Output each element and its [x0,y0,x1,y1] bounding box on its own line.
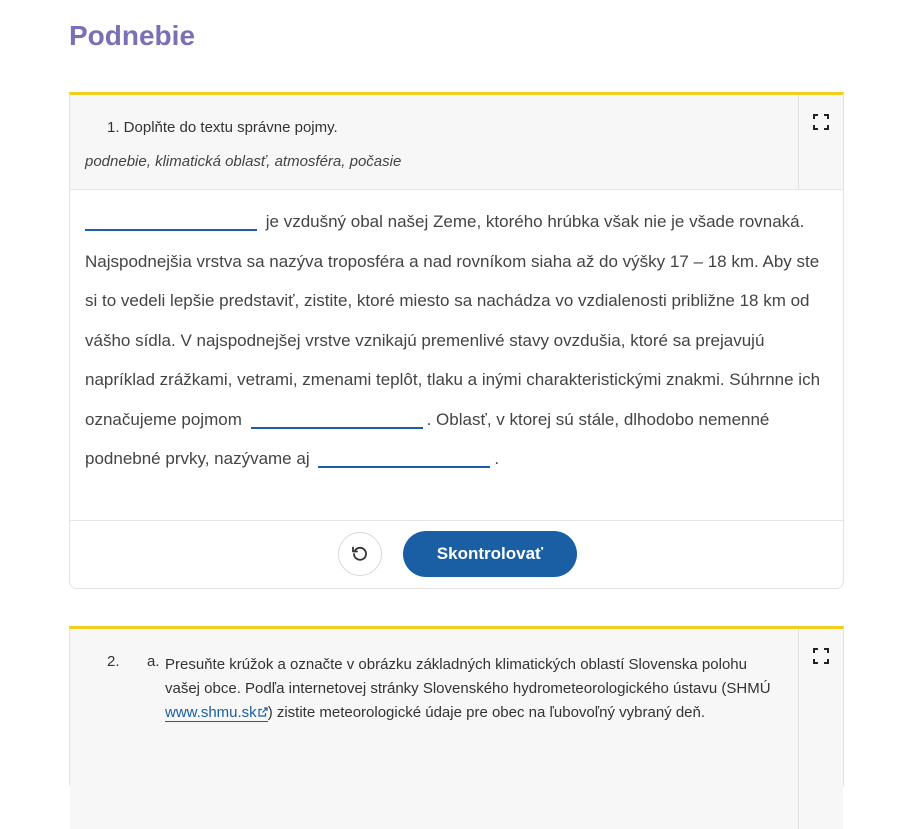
blank-input-2[interactable] [251,405,423,429]
text-segment-1: je vzdušný obal našej Zeme, ktorého hrúbka však nie je všade rovnaká. Najspodnejšia vrstva sa nazýva troposféra a nad rovníkom siaha až do výšky 17 – 18 km. Aby ste si to vedeli lepšie predstaviť, zistite, ktoré miesto sa nachádza vo vzdialenosti približne 18 km od vášho sídla. V najspodnejšej vrstve vznikajú premenlivé stavy ovzdušia, ktoré sa prejavujú napríklad zrážkami, vetrami, zmenami teplôt, tlaku a inými charakteristickými znakmi. Súhrnne ich označujeme pojmom [85,212,821,429]
text-segment-2: . Oblasť, v ktorej sú stále, dlhodobo nemenné podnebné prvky, nazývame aj [85,409,770,468]
shmu-link[interactable]: www.shmu.sk [165,704,268,722]
reset-button[interactable] [338,532,382,576]
text-segment-3: . [494,449,500,468]
header-divider [798,95,799,189]
exercise-footer [70,520,843,588]
word-bank-hint: podnebie, klimatická oblasť, atmosféra, počasie [85,153,402,170]
fill-in-text [85,202,828,479]
page-title: Podnebie [69,20,196,51]
expand-icon[interactable] [812,647,830,665]
task-number: 2. [107,653,120,670]
task-2-instruction [165,653,775,725]
blank-input-1[interactable] [85,207,257,231]
exercise-header [70,95,843,190]
blank-input-3[interactable] [318,444,490,468]
task-instruction: 1. Doplňte do textu správne pojmy. [107,119,338,136]
reset-icon [350,544,370,564]
exercise-header-2 [70,629,843,829]
expand-icon[interactable] [812,113,830,131]
task-2-text-after: ) zistite meteorologické údaje pre obec na ľubovoľný vybraný deň. [267,704,706,721]
task-letter: a. [147,653,160,670]
check-button[interactable]: Skontrolovať [403,531,577,577]
header-divider-2 [798,629,799,829]
exercise-card-2 [69,626,844,786]
external-link-icon [258,707,268,717]
task-2-text-before: Presuňte krúžok a označte v obrázku základných klimatických oblastí Slovenska polohu vašej obce. Podľa internetovej stránky Slovenského hydrometeorologického ústavu (SHMÚ [165,656,771,697]
exercise-card-1 [69,92,844,589]
